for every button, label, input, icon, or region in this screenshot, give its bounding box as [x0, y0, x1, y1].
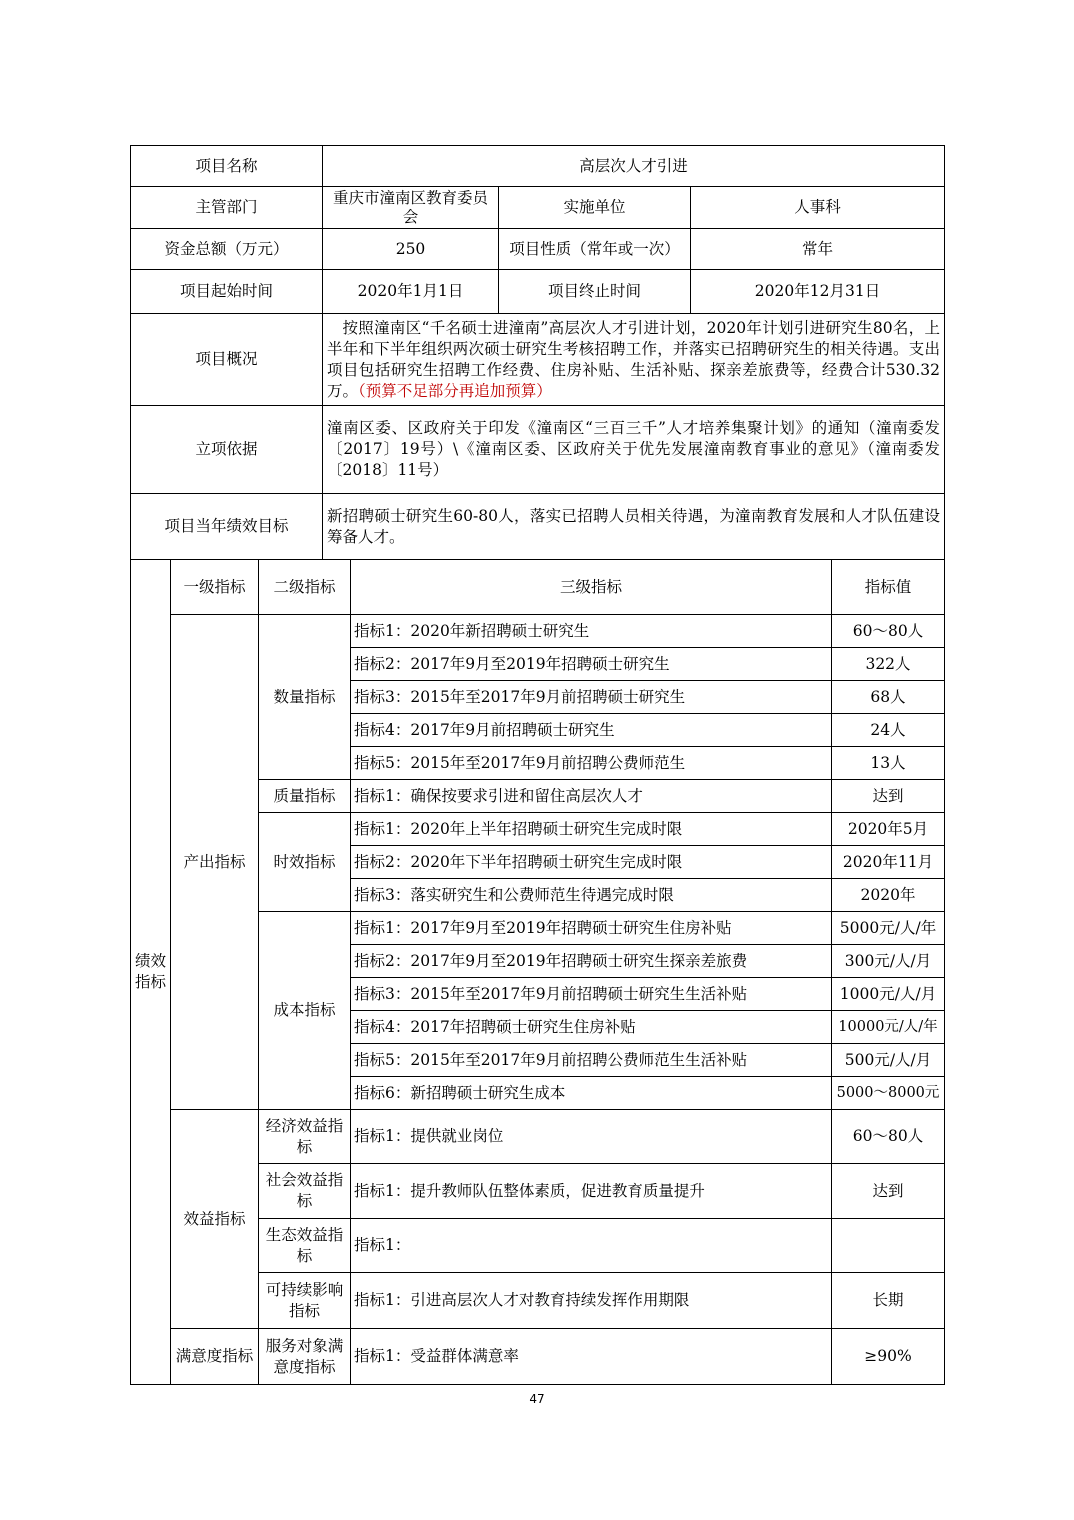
indicator-text: 指标6：新招聘硕士研究生成本 — [351, 1077, 832, 1110]
indicator-text: 指标1：引进高层次人才对教育持续发挥作用期限 — [351, 1273, 832, 1329]
indicator-text: 指标3：落实研究生和公费师范生待遇完成时限 — [351, 879, 832, 912]
header-value: 指标值 — [832, 560, 945, 615]
indicator-value: 长期 — [832, 1273, 945, 1329]
impl-label: 实施单位 — [499, 187, 691, 229]
satisfaction-label: 满意度指标 — [171, 1329, 259, 1385]
indicator-text: 指标1：2020年上半年招聘硕士研究生完成时限 — [351, 813, 832, 846]
indicator-value: 2020年11月 — [832, 846, 945, 879]
impl-value: 人事科 — [691, 187, 945, 229]
benefit-label: 效益指标 — [171, 1110, 259, 1329]
indicator-text: 指标1：受益群体满意率 — [351, 1329, 832, 1385]
indicator-text: 指标2：2017年9月至2019年招聘硕士研究生探亲差旅费 — [351, 945, 832, 978]
indicator-value: 2020年 — [832, 879, 945, 912]
cost-label: 成本指标 — [259, 912, 351, 1110]
start-value: 2020年1月1日 — [323, 270, 499, 314]
overview-text: 按照潼南区“千名硕士进潼南”高层次人才引进计划，2020年计划引进研究生80名，上半年和下半年组织两次硕士研究生考核招聘工作，并落实已招聘研究生的相关待遇。支出项目包括研究生招聘工作经费、住房补贴、生活补贴、探亲差旅费等，经费合计530.32万。 — [327, 318, 940, 400]
indicator-value: 1000元/人/月 — [832, 978, 945, 1011]
basis-text: 潼南区委、区政府关于印发《潼南区“三百三千”人才培养集聚计划》的通知（潼南委发〔2017〕19号）\《潼南区委、区政府关于优先发展潼南教育事业的意见》（潼南委发〔2018〕11号） — [323, 406, 945, 494]
indicator-text: 指标1：确保按要求引进和留住高层次人才 — [351, 780, 832, 813]
indicator-value: 5000元/人/年 — [832, 912, 945, 945]
timeliness-label: 时效指标 — [259, 813, 351, 912]
eco-label: 生态效益指标 — [259, 1219, 351, 1273]
indicator-text: 指标2：2020年下半年招聘硕士研究生完成时限 — [351, 846, 832, 879]
overview-cell — [323, 314, 945, 406]
perf-side-label: 绩效指标 — [131, 560, 171, 1385]
header-level3: 三级指标 — [351, 560, 832, 615]
project-name-value: 高层次人才引进 — [323, 146, 945, 187]
indicator-value: 2020年5月 — [832, 813, 945, 846]
fund-value: 250 — [323, 229, 499, 270]
service-label: 服务对象满意度指标 — [259, 1329, 351, 1385]
indicator-value — [832, 1219, 945, 1273]
page-number: 47 — [529, 1392, 545, 1406]
indicator-text: 指标1：2017年9月至2019年招聘硕士研究生住房补贴 — [351, 912, 832, 945]
indicator-text: 指标1：提供就业岗位 — [351, 1110, 832, 1164]
economic-label: 经济效益指标 — [259, 1110, 351, 1164]
nature-value: 常年 — [691, 229, 945, 270]
header-level1: 一级指标 — [171, 560, 259, 615]
sustain-label: 可持续影响指标 — [259, 1273, 351, 1329]
indicator-value: 60～80人 — [832, 1110, 945, 1164]
indicator-value: 10000元/人/年 — [832, 1011, 945, 1044]
indicator-value: 13人 — [832, 747, 945, 780]
goal-text: 新招聘硕士研究生60-80人，落实已招聘人员相关待遇，为潼南教育发展和人才队伍建设筹备人才。 — [323, 494, 945, 560]
overview-label: 项目概况 — [131, 314, 323, 406]
indicator-text: 指标1： — [351, 1219, 832, 1273]
indicator-value: ≥90% — [832, 1329, 945, 1385]
indicator-text: 指标4：2017年招聘硕士研究生住房补贴 — [351, 1011, 832, 1044]
quality-label: 质量指标 — [259, 780, 351, 813]
indicator-text: 指标5：2015年至2017年9月前招聘公费师范生 — [351, 747, 832, 780]
performance-indicator-table — [130, 559, 945, 1385]
social-label: 社会效益指标 — [259, 1164, 351, 1219]
indicator-value: 500元/人/月 — [832, 1044, 945, 1077]
project-info-table — [130, 145, 945, 560]
end-label: 项目终止时间 — [499, 270, 691, 314]
header-level2: 二级指标 — [259, 560, 351, 615]
basis-label: 立项依据 — [131, 406, 323, 494]
overview-note: （预算不足部分再追加预算） — [358, 381, 552, 400]
indicator-value: 5000～8000元 — [832, 1077, 945, 1110]
fund-label: 资金总额（万元） — [131, 229, 323, 270]
indicator-value: 60～80人 — [832, 615, 945, 648]
quantity-label: 数量指标 — [259, 615, 351, 780]
indicator-text: 指标1：2020年新招聘硕士研究生 — [351, 615, 832, 648]
indicator-value: 300元/人/月 — [832, 945, 945, 978]
output-label: 产出指标 — [171, 615, 259, 1110]
start-label: 项目起始时间 — [131, 270, 323, 314]
indicator-text: 指标2：2017年9月至2019年招聘硕士研究生 — [351, 648, 832, 681]
project-name-label: 项目名称 — [131, 146, 323, 187]
indicator-text: 指标3：2015年至2017年9月前招聘硕士研究生 — [351, 681, 832, 714]
indicator-value: 达到 — [832, 780, 945, 813]
nature-label: 项目性质（常年或一次） — [499, 229, 691, 270]
end-value: 2020年12月31日 — [691, 270, 945, 314]
indicator-text: 指标4：2017年9月前招聘硕士研究生 — [351, 714, 832, 747]
dept-value: 重庆市潼南区教育委员会 — [323, 187, 499, 229]
dept-label: 主管部门 — [131, 187, 323, 229]
indicator-value: 68人 — [832, 681, 945, 714]
indicator-value: 322人 — [832, 648, 945, 681]
goal-label: 项目当年绩效目标 — [131, 494, 323, 560]
indicator-text: 指标3：2015年至2017年9月前招聘硕士研究生生活补贴 — [351, 978, 832, 1011]
indicator-value: 24人 — [832, 714, 945, 747]
indicator-value: 达到 — [832, 1164, 945, 1219]
indicator-text: 指标1：提升教师队伍整体素质，促进教育质量提升 — [351, 1164, 832, 1219]
indicator-text: 指标5：2015年至2017年9月前招聘公费师范生生活补贴 — [351, 1044, 832, 1077]
